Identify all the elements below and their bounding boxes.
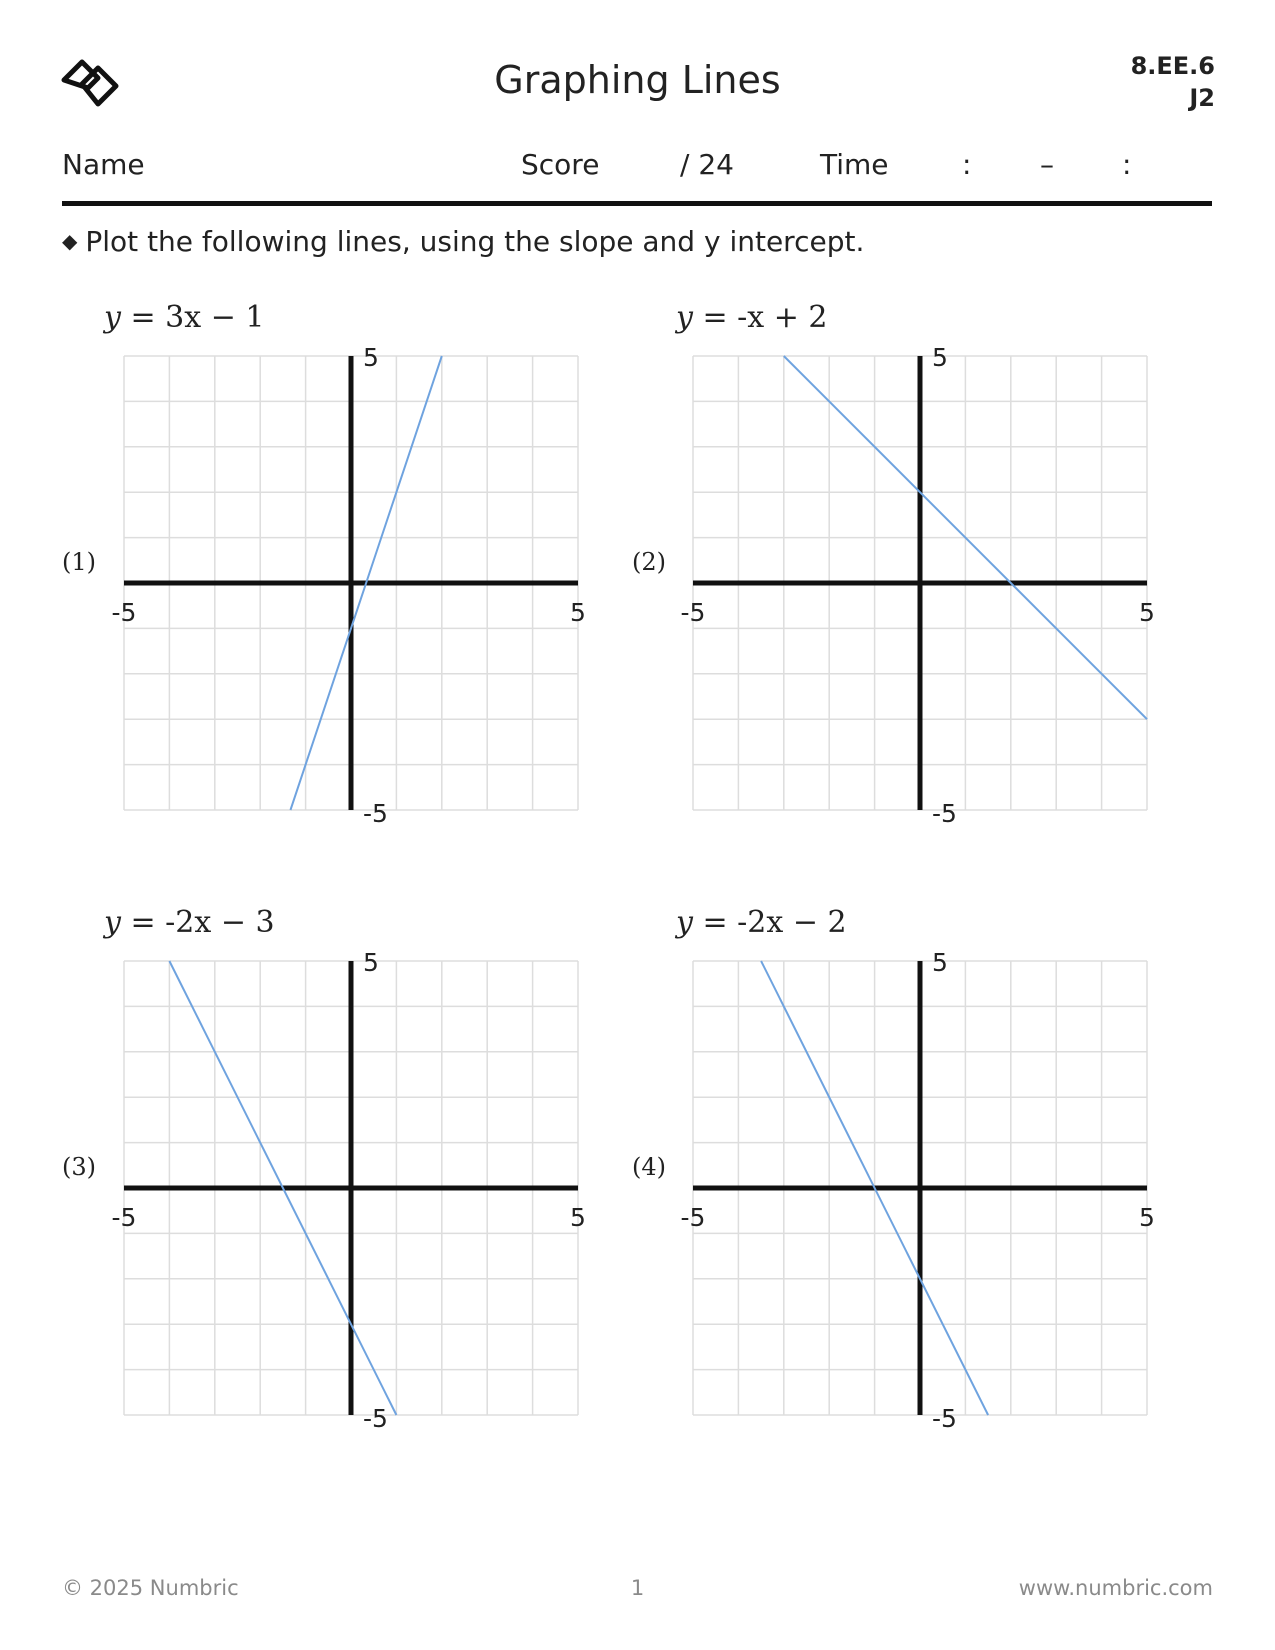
score-label: Score xyxy=(521,148,600,181)
y-min-tick-label: -5 xyxy=(932,799,957,828)
x-max-tick-label: 5 xyxy=(1139,598,1155,627)
diamond-bullet-icon: ◆ xyxy=(62,229,78,253)
equation-lhs: y xyxy=(676,300,693,335)
equation-lhs: y xyxy=(676,905,693,940)
problem-number: (1) xyxy=(62,548,96,576)
page-title: Graphing Lines xyxy=(494,58,781,102)
equation xyxy=(104,905,275,940)
x-min-tick-label: -5 xyxy=(111,1203,137,1232)
coordinate-plane[interactable] xyxy=(680,948,1155,1433)
equation xyxy=(676,300,828,335)
instruction xyxy=(62,225,864,258)
equation-rhs: = 3x − 1 xyxy=(120,300,265,335)
equation-rhs: = -2x − 2 xyxy=(692,905,847,940)
page-number: 1 xyxy=(630,1576,645,1600)
x-max-tick-label: 5 xyxy=(570,598,586,627)
y-min-tick-label: -5 xyxy=(932,1404,957,1433)
instruction-text: Plot the following lines, using the slope and y intercept. xyxy=(85,225,865,258)
time-separator: : xyxy=(1122,148,1132,181)
equation xyxy=(104,300,264,335)
y-min-tick-label: -5 xyxy=(363,799,388,828)
x-min-tick-label: -5 xyxy=(680,1203,706,1232)
y-max-tick-label: 5 xyxy=(932,343,948,372)
website-link[interactable]: www.numbric.com xyxy=(1018,1576,1213,1600)
equation-lhs: y xyxy=(104,300,121,335)
equation-rhs: = -x + 2 xyxy=(692,300,828,335)
y-max-tick-label: 5 xyxy=(363,343,379,372)
y-max-tick-label: 5 xyxy=(932,948,948,977)
x-min-tick-label: -5 xyxy=(111,598,137,627)
time-separator: – xyxy=(1040,148,1054,181)
standard-code xyxy=(1131,50,1215,114)
x-max-tick-label: 5 xyxy=(570,1203,586,1232)
standard-label: 8.EE.6 xyxy=(1130,52,1215,80)
level-label: J2 xyxy=(1189,84,1215,112)
y-min-tick-label: -5 xyxy=(363,1404,388,1433)
equation xyxy=(676,905,847,940)
name-label: Name xyxy=(62,148,145,181)
coordinate-plane[interactable] xyxy=(680,343,1155,828)
coordinate-plane[interactable] xyxy=(111,948,586,1433)
time-label: Time xyxy=(820,148,889,181)
equation-lhs: y xyxy=(104,905,121,940)
y-max-tick-label: 5 xyxy=(363,948,379,977)
x-min-tick-label: -5 xyxy=(680,598,706,627)
time-separator: : xyxy=(962,148,972,181)
problem-number: (2) xyxy=(632,548,666,576)
coordinate-plane[interactable] xyxy=(111,343,586,828)
score-total: / 24 xyxy=(680,148,734,181)
header-rule xyxy=(62,201,1212,206)
x-max-tick-label: 5 xyxy=(1139,1203,1155,1232)
problem-number: (3) xyxy=(62,1153,96,1181)
problem-number: (4) xyxy=(632,1153,666,1181)
copyright: © 2025 Numbric xyxy=(62,1576,239,1600)
equation-rhs: = -2x − 3 xyxy=(120,905,275,940)
